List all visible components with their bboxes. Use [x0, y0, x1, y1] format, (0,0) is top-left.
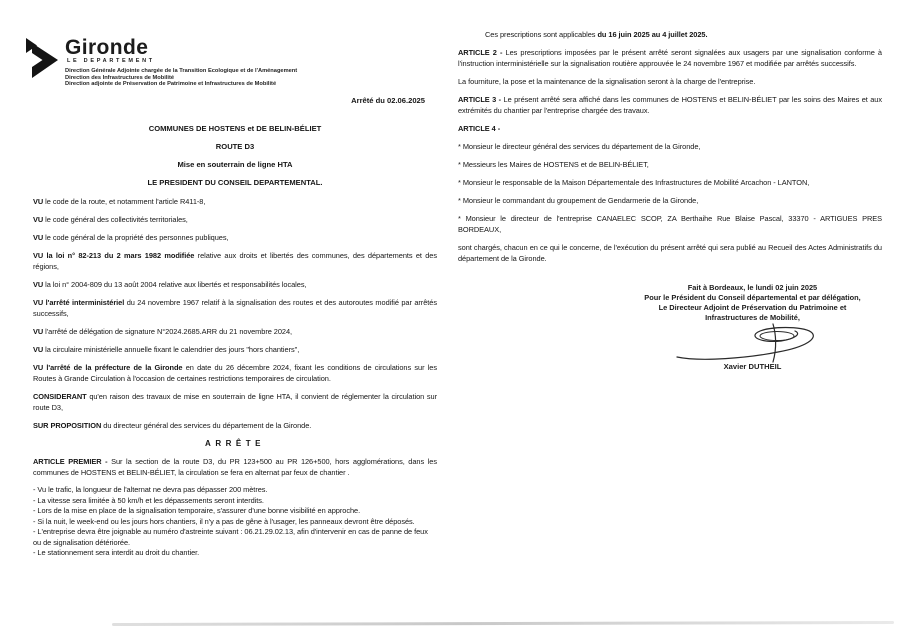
- official-item-1: * Monsieur le directeur général des services du département de la Gironde,: [458, 142, 701, 151]
- direction-line-1: Direction Générale Adjointe chargée de la Transition Ecologique et de l'Aménagement: [65, 68, 298, 74]
- vu-paragraph-1: [33, 196, 437, 207]
- list-item: - Si la nuit, le week-end ou les jours hors chantiers, il n'y a pas de gêne à l'usager, les panneaux devront être déposés.: [33, 516, 415, 526]
- vu-lead: VU: [33, 327, 44, 336]
- handwritten-signature: [673, 322, 833, 364]
- sur-proposition-text: du directeur général des services du département de la Gironde.: [101, 421, 312, 430]
- scan-edge-shadow: [112, 621, 894, 626]
- vu-lead: VU l'arrêté interministériel: [33, 298, 125, 307]
- vu-paragraph-7: [33, 326, 437, 337]
- vu-lead: VU la loi n° 82-213 du 2 mars 1982 modifiée: [33, 251, 195, 260]
- article-3-lead: ARTICLE 3 -: [458, 95, 502, 104]
- considerant-lead: CONSIDERANT: [33, 392, 87, 401]
- official-item-5: * Monsieur le directeur de l'entreprise CANAELEC SCOP, ZA Berthaihe Rue Blaise Pascal, 33370 - ARTIGUES PRES BORDEAUX,: [458, 214, 882, 234]
- signatory-name: Xavier DUTHEIL: [723, 362, 782, 371]
- sur-proposition-lead: SUR PROPOSITION: [33, 421, 102, 430]
- list-item: - Lors de la mise en place de la signalisation temporaire, s'assurer d'une bonne visibilité en approche.: [33, 506, 361, 515]
- logo-brand-subtitle: LE DEPARTEMENT: [67, 58, 155, 64]
- fourniture-paragraph: [458, 76, 882, 87]
- vu-lead: VU: [33, 280, 44, 289]
- vu-paragraph-2: [33, 214, 437, 225]
- vu-paragraph-6: [33, 297, 437, 319]
- sur-proposition-paragraph: [33, 420, 437, 431]
- applicability-text: Ces prescriptions sont applicables: [485, 30, 598, 39]
- prescriptions-list: [33, 485, 437, 559]
- vu-paragraph-8: [33, 344, 437, 355]
- article-2-text: Les prescriptions imposées par le présent arrêté seront signalées aux usagers par une signalisation conforme à l'instruction interministérielle sur la signalisation routière approuvée le 24 novembre 1967 et modifiée par arrêtés successifs.: [458, 48, 882, 68]
- vu-text: l'arrêté de délégation de signature N°2024.2685.ARR du 21 novembre 2024,: [43, 327, 293, 336]
- article-premier-text: Sur la section de la route D3, du PR 123+500 au PR 126+500, hors agglomérations, dans les communes de HOSTENS et BELIN-BÉLIET, la circulation se fera en alternat par feux de chantier .: [33, 457, 437, 477]
- applicability-paragraph: [458, 29, 882, 40]
- vu-text: le code général des collectivités territoriales,: [43, 215, 188, 224]
- article-premier-lead: ARTICLE PREMIER -: [33, 457, 108, 466]
- vu-paragraph-4: [33, 250, 437, 272]
- closing-paragraph: sont chargés, chacun en ce qui le concerne, de l'exécution du présent arrêté qui sera publié au Recueil des Actes Administratifs du département de la Gironde.: [458, 243, 882, 263]
- considerant-text: qu'en raison des travaux de mise en souterrain de ligne HTA, il convient de réglementer la circulation sur route D3,: [33, 392, 437, 412]
- arrete-date: Arrêté du 02.06.2025: [351, 96, 425, 105]
- direction-line-3: Direction adjointe de Préservation de Patrimoine et Infrastructures de Mobilité: [65, 81, 277, 88]
- vu-lead: VU: [33, 345, 44, 354]
- right-column: [458, 29, 882, 271]
- arrete-heading: ARRÊTE: [205, 439, 265, 448]
- doc-title-objet: Mise en souterrain de ligne HTA: [177, 160, 293, 169]
- logo-brand: Gironde: [65, 36, 149, 59]
- article-3-paragraph: [458, 94, 882, 116]
- direction-line-2: Direction des Infrastructures de Mobilité: [65, 74, 175, 81]
- list-item: - L'entreprise devra être joignable au numéro d'astreinte suivant : 06.21.29.02.13, afin d'intervenir en cas de panne de feux ou de signalisation détériorée.: [33, 527, 428, 547]
- gironde-logo: [26, 37, 297, 88]
- signature-delegation: Pour le Président du Conseil départemental et par délégation,: [644, 293, 861, 302]
- article-2-paragraph: [458, 47, 882, 69]
- signature-function-1: Le Directeur Adjoint de Préservation du Patrimoine et: [658, 303, 847, 312]
- signature-block: [610, 283, 895, 372]
- signature-place-date: Fait à Bordeaux, le lundi 02 juin 2025: [687, 283, 818, 292]
- vu-text: en date du 26 décembre 2024, fixant les conditions de circulations sur les Routes à Grande Circulation à l'occasion de certaines restrictions temporaires de circulation.: [33, 363, 437, 383]
- gironde-chevrons-icon: [26, 37, 60, 83]
- signature-function-2: Infrastructures de Mobilité,: [705, 313, 800, 322]
- vu-paragraph-3: [33, 232, 437, 243]
- list-item: - La vitesse sera limitée à 50 km/h et les dépassements seront interdits.: [33, 495, 264, 505]
- vu-text: du 24 novembre 1967 relatif à la signalisation des routes et des autoroutes modifié par arrêtés successifs,: [33, 298, 437, 318]
- vu-lead: VU: [33, 197, 44, 206]
- vu-paragraph-5: [33, 279, 437, 290]
- vu-lead: VU l'arrêté de la préfecture de la Gironde: [33, 363, 183, 372]
- vu-text: la loi n° 2004-809 du 13 août 2004 relative aux libertés et responsabilités locales,: [43, 280, 307, 289]
- left-column: [33, 124, 437, 559]
- official-item-2: * Messieurs les Maires de HOSTENS et de BELIN-BÉLIET,: [458, 160, 649, 169]
- vu-text: relative aux droits et libertés des communes, des départements et des régions,: [33, 251, 437, 271]
- vu-text: la circulaire ministérielle annuelle fixant le calendrier des jours "hors chantiers",: [43, 345, 300, 354]
- doc-title-communes: COMMUNES DE HOSTENS et DE BELIN-BÉLIET: [148, 124, 322, 133]
- article-4-lead: ARTICLE 4 -: [458, 124, 501, 133]
- vu-lead: VU: [33, 215, 44, 224]
- official-item-4: * Monsieur le commandant du groupement de Gendarmerie de la Gironde,: [458, 196, 699, 205]
- vu-text: le code de la route, et notamment l'article R411-8,: [43, 197, 206, 206]
- article-3-text: Le présent arrêté sera affiché dans les communes de HOSTENS et BELIN-BÉLIET par les soins des Maires et aux extrémités du chantier par l'entreprise chargée des travaux.: [458, 95, 883, 115]
- applicability-dates: du 16 juin 2025 au 4 juillet 2025.: [597, 30, 708, 39]
- list-item: - Vu le trafic, la longueur de l'alternat ne devra pas dépasser 200 mètres.: [33, 485, 268, 494]
- logo-text-block: [65, 37, 297, 88]
- article-4-paragraph: [458, 123, 882, 134]
- fourniture-text: La fourniture, la pose et la maintenance de la signalisation seront à la charge de l'entreprise.: [458, 77, 756, 86]
- article-2-lead: ARTICLE 2 -: [458, 48, 503, 57]
- article-premier-paragraph: [33, 456, 437, 478]
- considerant-paragraph: [33, 391, 437, 413]
- official-item-3: * Monsieur le responsable de la Maison Départementale des Infrastructures de Mobilité Arcachon - LANTON,: [458, 178, 810, 187]
- vu-lead: VU: [33, 233, 44, 242]
- doc-title-president: LE PRESIDENT DU CONSEIL DEPARTEMENTAL.: [147, 178, 323, 187]
- vu-text: le code général de la propriété des personnes publiques,: [43, 233, 229, 242]
- list-item: - Le stationnement sera interdit au droit du chantier.: [33, 548, 200, 557]
- vu-paragraph-9: [33, 362, 437, 384]
- doc-title-route: ROUTE D3: [215, 142, 255, 151]
